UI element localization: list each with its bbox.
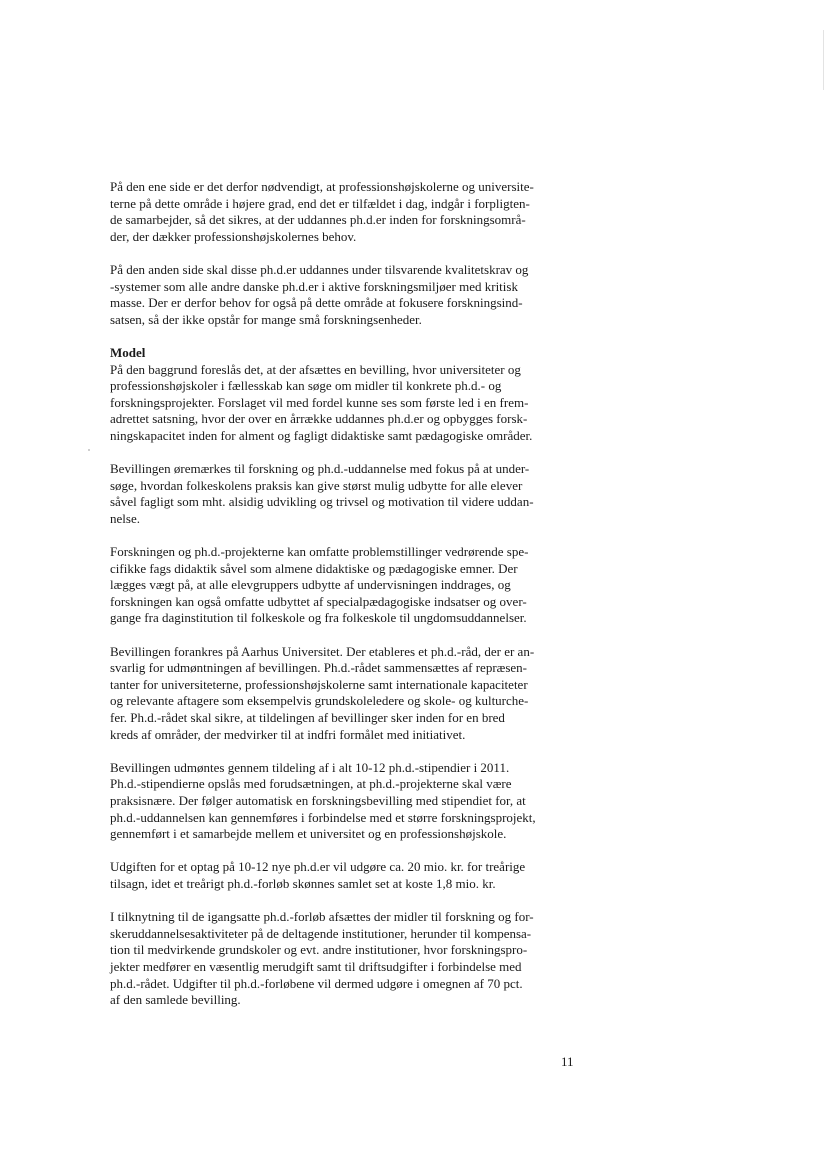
paragraph <box>110 760 580 843</box>
text-line: jekter medfører en væsentlig merudgift samt til driftsudgifter i forbindelse med <box>110 958 522 974</box>
paragraph <box>110 544 580 627</box>
text-line: af den samlede bevilling. <box>110 992 241 1008</box>
text-line: Bevillingen forankres på Aarhus Universitet. Der etableres et ph.d.-råd, der er an- <box>110 643 535 659</box>
page-number: 11 <box>561 1054 574 1069</box>
text-line: lægges vægt på, at alle elevgruppers udbytte af undervisningen inddrages, og <box>110 577 511 593</box>
text-line: tanter for universiteterne, professionshøjskolerne samt internationale kapaciteter <box>110 676 528 692</box>
text-line: professionshøjskoler i fællesskab kan søge om midler til konkrete ph.d.- og <box>110 378 502 394</box>
body-text <box>110 179 580 1025</box>
text-line: nelse. <box>110 510 140 526</box>
scan-edge-mark <box>823 30 824 90</box>
text-line: gange fra daginstitution til folkeskole og fra folkeskole til ungdomsuddannelser. <box>110 610 527 626</box>
text-line: masse. Der er derfor behov for også på dette område at fokusere forskningsind- <box>110 295 523 311</box>
text-line: satsen, så der ikke opstår for mange små forskningsenheder. <box>110 311 422 327</box>
text-line: forskningen kan også omfatte udbyttet af specialpædagogiske indsatser og over- <box>110 593 527 609</box>
text-line: såvel fagligt som mht. alsidig udvikling og trivsel og motivation til videre uddan- <box>110 494 534 510</box>
text-line: tion til medvirkende grundskoler og evt. andre institutioner, hvor forskningspro- <box>110 942 528 958</box>
text-line: Bevillingen øremærkes til forskning og ph.d.-uddannelse med fokus på at under- <box>110 461 530 477</box>
text-line: de samarbejder, så det sikres, at der uddannes ph.d.er inden for forskningsområ- <box>110 212 526 228</box>
section-heading: Model <box>110 344 146 360</box>
text-line: tilsagn, idet et treårigt ph.d.-forløb skønnes samlet set at koste 1,8 mio. kr. <box>110 875 496 891</box>
text-line: På den anden side skal disse ph.d.er uddannes under tilsvarende kvalitetskrav og <box>110 261 529 277</box>
text-line: -systemer som alle andre danske ph.d.er i aktive forskningsmiljøer med kritisk <box>110 278 518 294</box>
text-line: forskningsprojekter. Forslaget vil med fordel kunne ses som første led i en frem- <box>110 394 529 410</box>
text-line: I tilknytning til de igangsatte ph.d.-forløb afsættes der midler til forskning og for- <box>110 909 534 925</box>
text-line: ningskapacitet inden for alment og fagligt didaktiske samt pædagogiske områder. <box>110 427 533 443</box>
text-line: Udgiften for et optag på 10-12 nye ph.d.er vil udgøre ca. 20 mio. kr. for treårige <box>110 859 526 875</box>
text-line: adrettet satsning, hvor der over en årrække uddannes ph.d.er og opbygges forsk- <box>110 411 528 427</box>
text-line: praksisnære. Der følger automatisk en forskningsbevilling med stipendiet for, at <box>110 792 526 808</box>
paragraph <box>110 345 580 445</box>
text-line: På den baggrund foreslås det, at der afsættes en bevilling, hvor universiteter og <box>110 361 521 377</box>
paragraph <box>110 262 580 328</box>
text-line: terne på dette område i højere grad, end det er tilfældet i dag, indgår i forpligten- <box>110 195 530 211</box>
text-line: ph.d.-uddannelsen kan gennemføres i forbindelse med et større forskningsprojekt, <box>110 809 536 825</box>
text-line: Ph.d.-stipendierne opslås med forudsætningen, at ph.d.-projekterne skal være <box>110 776 512 792</box>
text-line: Bevillingen udmøntes gennem tildeling af i alt 10-12 ph.d.-stipendier i 2011. <box>110 759 510 775</box>
text-line: ph.d.-rådet. Udgifter til ph.d.-forløbene vil dermed udgøre i omegnen af 70 pct. <box>110 975 523 991</box>
paragraph <box>110 909 580 1009</box>
scan-speck <box>88 449 90 451</box>
paragraph <box>110 859 580 892</box>
paragraph <box>110 644 580 744</box>
text-line: skeruddannelsesaktiviteter på de deltagende institutioner, herunder til kompensa- <box>110 925 532 941</box>
text-line: kreds af områder, der medvirker til at indfri formålet med initiativet. <box>110 726 466 742</box>
text-line: På den ene side er det derfor nødvendigt, at professionshøjskolerne og universite- <box>110 179 534 194</box>
text-line: cifikke fags didaktik såvel som almene didaktiske og pædagogiske emner. Der <box>110 560 518 576</box>
text-line: søge, hvordan folkeskolens praksis kan give størst mulig udbytte for alle elever <box>110 477 523 493</box>
paragraph <box>110 461 580 527</box>
text-line: og relevante aftagere som eksempelvis grundskoleledere og skole- og kulturche- <box>110 693 529 709</box>
text-line: svarlig for udmøntningen af bevillingen. Ph.d.-rådet sammensættes af repræsen- <box>110 660 527 676</box>
text-line: gennemført i et samarbejde mellem et universitet og en professionshøjskole. <box>110 826 507 842</box>
text-line: der, der dækker professionshøjskolernes behov. <box>110 228 357 244</box>
text-line: fer. Ph.d.-rådet skal sikre, at tildelingen af bevillinger sker inden for en bred <box>110 710 505 725</box>
text-line: Forskningen og ph.d.-projekterne kan omfatte problemstillinger vedrørende spe- <box>110 544 529 560</box>
paragraph <box>110 179 580 245</box>
